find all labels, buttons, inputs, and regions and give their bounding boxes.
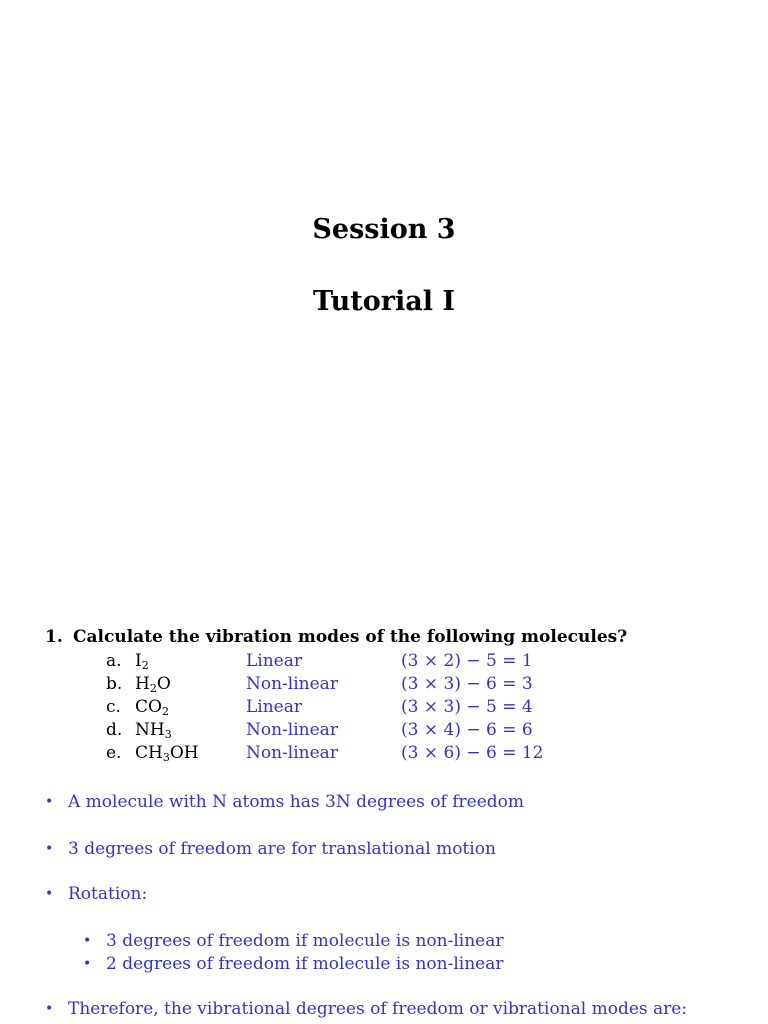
molecule-formula: $CH_3OH$ (135, 743, 199, 764)
molecule-letter: e. (106, 743, 122, 763)
molecule-shape: Linear (246, 651, 302, 671)
bullet-marker: • (45, 841, 54, 857)
bullet-marker: • (45, 886, 54, 902)
molecule-shape: Linear (246, 697, 302, 717)
formula-subscript: 3 (164, 728, 172, 741)
formula-subscript: 2 (149, 682, 157, 695)
molecule-row (0, 696, 768, 719)
tutorial-title: Tutorial I (313, 286, 455, 317)
molecule-shape: Non-linear (246, 674, 338, 694)
formula-subscript: 3 (162, 751, 170, 764)
molecule-formula: $CO_2$ (135, 697, 169, 718)
bullet-text: 3 degrees of freedom are for translational motion (68, 839, 496, 859)
bullet-text: Rotation: (68, 884, 148, 904)
molecule-row (0, 742, 768, 765)
molecule-calculation: (3 × 4) − 6 = 6 (401, 720, 533, 740)
question-text: Calculate the vibration modes of the following molecules? (73, 627, 628, 647)
bullet-marker: • (45, 794, 54, 810)
formula-subscript: 2 (141, 659, 149, 672)
bullet-text: 3 degrees of freedom if molecule is non-linear (106, 931, 504, 951)
formula-subscript: 2 (161, 705, 169, 718)
molecule-letter: a. (106, 651, 122, 671)
bullet-text: Therefore, the vibrational degrees of freedom or vibrational modes are: (68, 999, 688, 1019)
session-title: Session 3 (312, 214, 456, 245)
molecule-row (0, 673, 768, 696)
question-number: 1. (45, 627, 63, 647)
bullet-marker: • (83, 933, 92, 949)
molecule-row (0, 650, 768, 673)
molecule-list (0, 650, 768, 765)
molecule-calculation: (3 × 6) − 6 = 12 (401, 743, 544, 763)
molecule-formula: $I_2$ (135, 651, 149, 672)
bullet-marker: • (45, 1001, 54, 1017)
molecule-letter: c. (106, 697, 121, 717)
question-heading (45, 626, 627, 648)
molecule-calculation: (3 × 3) − 6 = 3 (401, 674, 533, 694)
molecule-formula: $H_2O$ (135, 674, 171, 695)
molecule-letter: b. (106, 674, 123, 694)
molecule-letter: d. (106, 720, 123, 740)
molecule-shape: Non-linear (246, 720, 338, 740)
bullet-marker: • (83, 956, 92, 972)
molecule-row (0, 719, 768, 742)
bullet-text: A molecule with N atoms has 3N degrees of freedom (68, 792, 525, 812)
molecule-calculation: (3 × 2) − 5 = 1 (401, 651, 533, 671)
bullet-text: 2 degrees of freedom if molecule is non-linear (106, 954, 504, 974)
molecule-formula: $NH_3$ (135, 720, 172, 741)
molecule-calculation: (3 × 3) − 5 = 4 (401, 697, 533, 717)
molecule-shape: Non-linear (246, 743, 338, 763)
